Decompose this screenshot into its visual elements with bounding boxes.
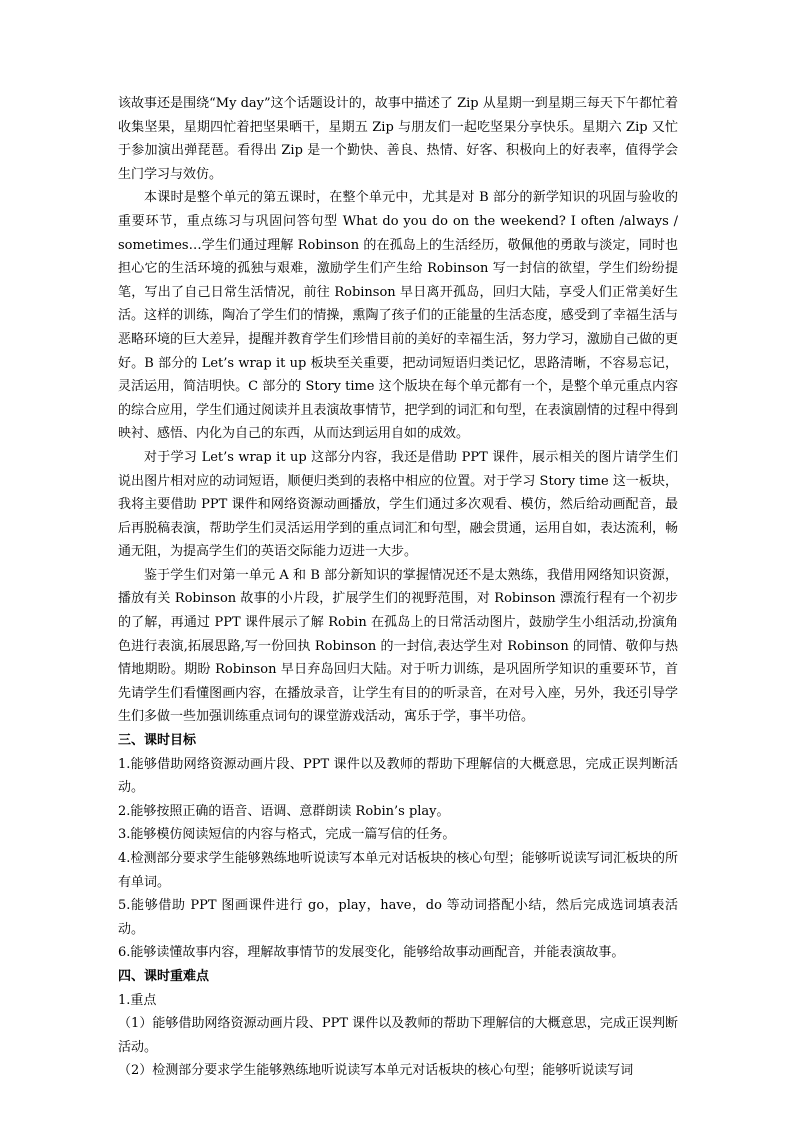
section-heading-key-points: 四、课时重难点 — [118, 968, 210, 984]
key-point-item: 1.重点 — [118, 992, 157, 1008]
objective-item: 4.检测部分要求学生能够熟练地听说读写本单元对话板块的核心句型；能够听说读写词汇板块的所有单词。 — [118, 851, 678, 890]
key-point-item: （2）检测部分要求学生能够熟练地听说读写本单元对话板块的核心句型；能够听说读写词 — [118, 1063, 634, 1079]
objective-item: 1.能够借助网络资源动画片段、PPT 课件以及教师的帮助下理解信的大概意思，完成正误判断活动。 — [118, 756, 678, 796]
lesson-position-paragraph: 本课时是整个单元的第五课时，在整个单元中，尤其是对 B 部分的新学知识的巩固与验收的重要环节，重点练习与巩固问答句型 What do you do on the weekend? I often /always / sometimes…学生们通过理解 Robinson 的在孤岛上的生活经历，敬佩他的勇敢与淡定，同时也担心它的生活环境的孤独与艰难，激励学生们产生给 Robinson 写一封信的欲望，学生们纷纷提笔，写出了自己日常生活情况，前往 Robinson 早日离开孤岛，回归大陆，享受人们正常美好生活。这样的训练，陶冶了学生们的情操，熏陶了孩子们的正能量的生活态度，感受到了幸福生活与恶略环境的巨大差异，提醒并教育学生们珍惜目前的美好的幸福生活，努力学习，激励自己做的更好。B 部分的 Let’s wrap it up 板块至关重要，把动词短语归类记忆，思路清晰，不容易忘记，灵活运用，简洁明快。C 部分的 Story time 这个版块在每个单元都有一个，是整个单元重点内容的综合应用，学生们通过阅读并且表演故事情节，把学到的词汇和句型，在表演剧情的过程中得到映衬、感悟、内化为自己的东西，从而达到运用自如的成效。 — [118, 190, 678, 442]
teaching-method-paragraph: 鉴于学生们对第一单元 A 和 B 部分新知识的掌握情况还不是太熟练，我借用网络知识资源，播放有关 Robinson 故事的小片段，扩展学生们的视野范围，对 Robinson 漂流行程有一个初步的了解，再通过 PPT 课件展示了解 Robin 在孤岛上的日常活动图片，鼓励学生小组活动,扮演角色进行表演,拓展思路,写一份回执 Robinson 的一封信,表达学生对 Robinson 的同情、敬仰与热情地期盼。期盼 Robinson 早日弃岛回归大陆。对于听力训练，是巩固所学知识的重要环节，首先请学生们看懂图画内容，在播放录音，让学生有目的的听录音，在对号入座，另外，我还引导学生们多做一些加强训练重点词句的课堂游戏活动，寓乐于学，事半功倍。 — [118, 567, 678, 725]
objective-item: 2.能够按照正确的语音、语调、意群朗读 Robin’s play。 — [118, 803, 450, 819]
objective-item: 5.能够借助 PPT 图画课件进行 go，play，have，do 等动词搭配小结，然后完成选词填表活动。 — [118, 898, 678, 937]
objective-item: 3.能够模仿阅读短信的内容与格式，完成一篇写信的任务。 — [118, 827, 456, 843]
section-heading-objectives: 三、课时目标 — [118, 733, 197, 749]
document-page — [118, 92, 678, 1083]
key-point-item: （1）能够借助网络资源动画片段、PPT 课件以及教师的帮助下理解信的大概意思，完成正误判断活动。 — [118, 1016, 678, 1055]
wrap-it-up-paragraph: 对于学习 Let’s wrap it up 这部分内容，我还是借助 PPT 课件，展示相关的图片请学生们说出图片相对应的动词短语，顺便归类到的表格中相应的位置。对于学习 Story time 这一板块，我将主要借助 PPT 课件和网络资源动画播放，学生们通过多次观看、模仿，然后给动画配音，最后再脱稿表演，帮助学生们灵活运用学到的重点词汇和句型，融会贯通，运用自如，表达流利，畅通无阻，为提高学生们的英语交际能力迈进一大步。 — [118, 449, 678, 560]
objective-item: 6.能够读懂故事内容，理解故事情节的发展变化，能够给故事动画配音，并能表演故事。 — [118, 945, 625, 961]
intro-paragraph: 该故事还是围绕“My day”这个话题设计的，故事中描述了 Zip 从星期一到星期三每天下午都忙着收集坚果，星期四忙着把坚果晒干，星期五 Zip 与朋友们一起吃坚果分享快乐。星期六 Zip 又忙于参加演出弹琵琶。看得出 Zip 是一个勤快、善良、热情、好客、积极向上的好表率，值得学会生门学习与效仿。 — [118, 96, 678, 182]
